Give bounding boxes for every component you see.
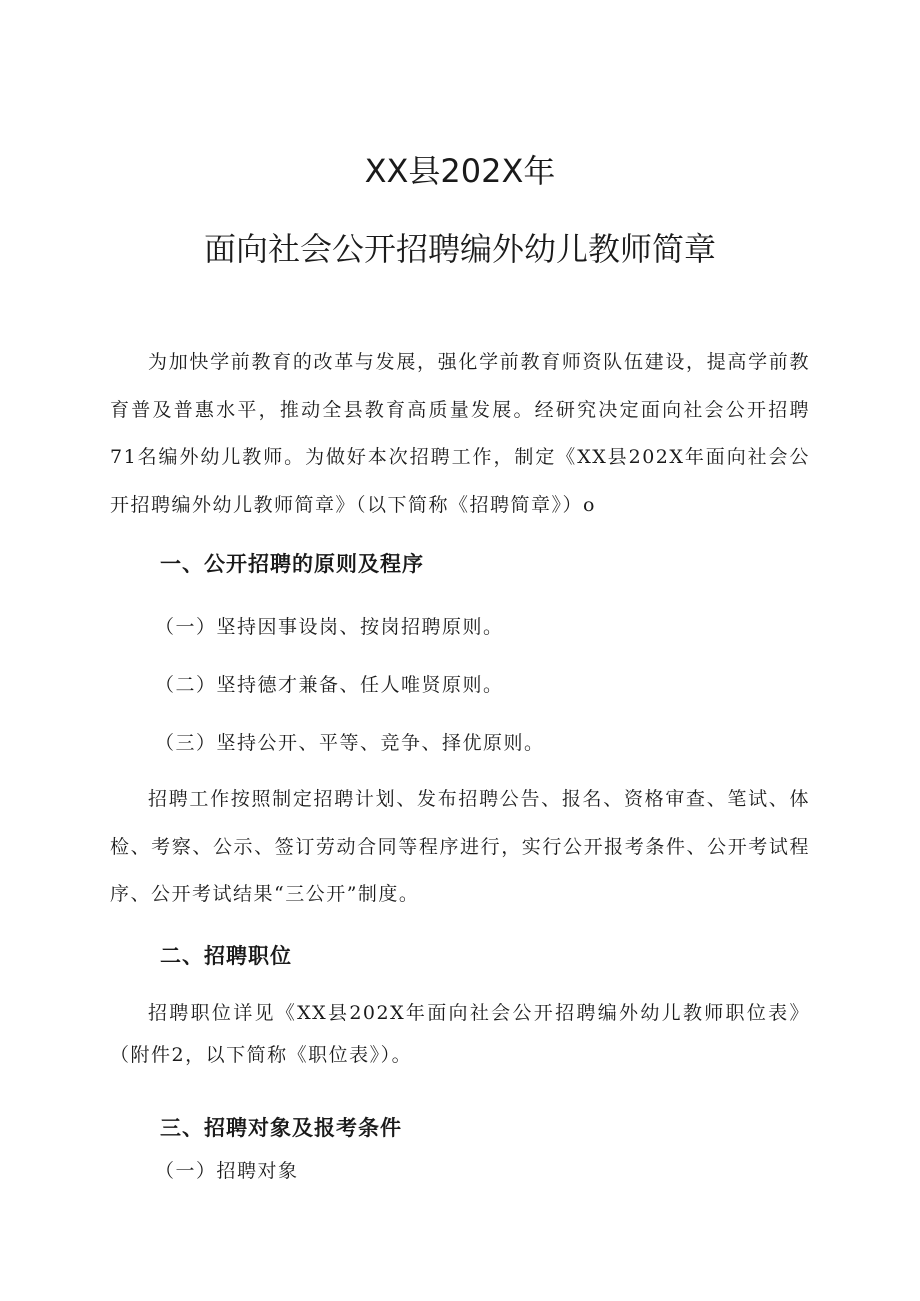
- principle-item-2: （二）坚持德才兼备、任人唯贤原则。: [155, 674, 504, 696]
- intro-paragraph: 为加快学前教育的改革与发展，强化学前教育师资队伍建设，提高学前教育普及普惠水平，推动全县教育高质量发展。经研究决定面向社会公开招聘71名编外幼儿教师。为做好本次招聘工作，制定《XX县202X年面向社会公开招聘编外幼儿教师简章》（以下简称《招聘简章》）o: [110, 351, 810, 516]
- document-title-line2: 面向社会公开招聘编外幼儿教师简章: [203, 230, 716, 268]
- section-heading-eligibility: 三、招聘对象及报考条件: [160, 1116, 402, 1140]
- principle-item-1: （一）坚持因事设岗、按岗招聘原则。: [155, 616, 504, 638]
- document-title-line1: XX县202X年: [364, 152, 556, 190]
- section-heading-positions: 二、招聘职位: [160, 944, 292, 968]
- principle-item-3: （三）坚持公开、平等、竞争、择优原则。: [155, 732, 545, 754]
- eligibility-subheading: （一）招聘对象: [155, 1160, 299, 1182]
- process-paragraph: 招聘工作按照制定招聘计划、发布招聘公告、报名、资格审查、笔试、体检、考察、公示、签订劳动合同等程序进行，实行公开报考条件、公开考试程序、公开考试结果“三公开”制度。: [110, 788, 810, 905]
- section-heading-principles: 一、公开招聘的原则及程序: [160, 552, 424, 576]
- positions-paragraph: 招聘职位详见《XX县202X年面向社会公开招聘编外幼儿教师职位表》（附件2，以下简称《职位表》）。: [110, 1002, 810, 1066]
